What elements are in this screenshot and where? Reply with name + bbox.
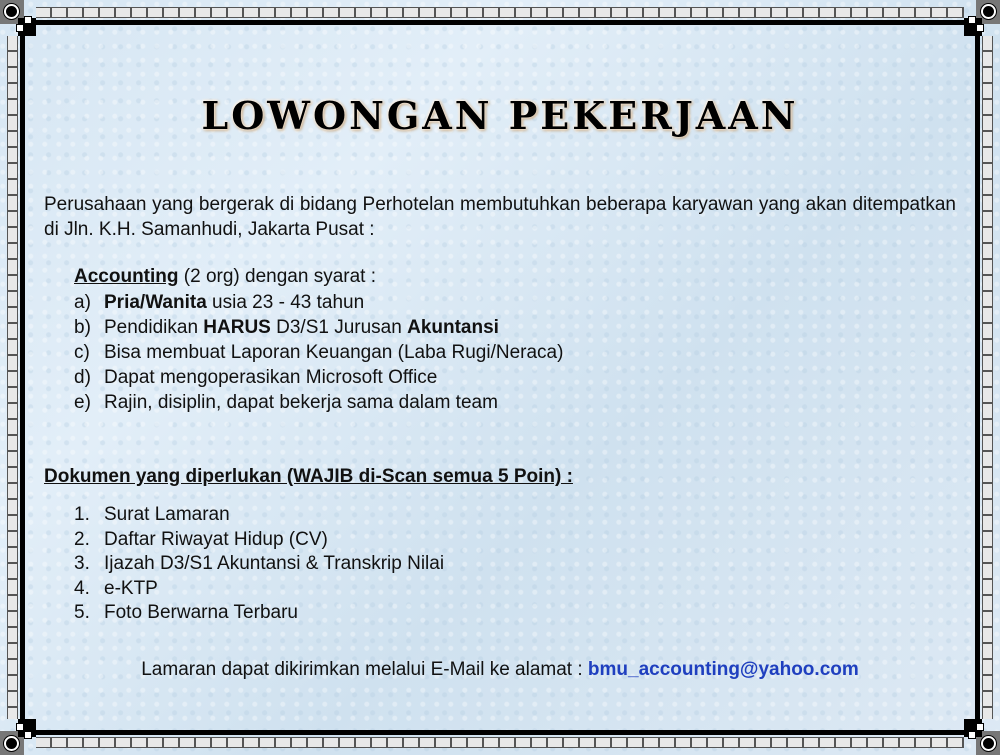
document-text: Ijazah D3/S1 Akuntansi & Transkrip Nilai [104, 553, 445, 574]
requirement-text: D3/S1 Jurusan [270, 317, 408, 338]
document-text: Daftar Riwayat Hidup (CV) [104, 528, 328, 550]
footer-text: Lamaran dapat dikirimkan melalui E-Mail ke alamat : [141, 659, 588, 680]
list-marker: 4. [74, 577, 90, 599]
requirement-text: usia 23 - 43 tahun [206, 292, 365, 313]
documents-heading: Dokumen yang diperlukan (WAJIB di-Scan semua 5 Poin) : [44, 466, 573, 487]
top-tile-border [36, 7, 964, 18]
document-text: e-KTP [104, 577, 158, 599]
emphasis-text: Akuntansi [407, 317, 499, 338]
list-marker: b) [74, 317, 91, 338]
list-marker: 1. [74, 504, 90, 525]
list-marker: 2. [74, 528, 90, 550]
requirement-text: Bisa membuat Laporan Keuangan (Laba Rugi/Neraca) [104, 342, 564, 363]
requirement-item [74, 340, 563, 365]
document-item [74, 503, 444, 528]
corner-ornament-bottom-left [0, 715, 40, 755]
list-marker: 5. [74, 602, 90, 623]
emphasis-text: HARUS [203, 317, 271, 338]
page-title: LOWONGAN PEKERJAAN [201, 93, 799, 138]
document-item [74, 601, 444, 626]
corner-ornament-top-right [960, 0, 1000, 40]
intro-paragraph: Perusahaan yang bergerak di bidang Perhotelan membutuhkan beberapa karyawan yang akan ditempatkan di Jln. K.H. Samanhudi, Jakarta Pusat : [44, 194, 956, 240]
document-text: Surat Lamaran [104, 504, 230, 525]
position-heading [74, 266, 376, 288]
position-name: Accounting [74, 266, 179, 287]
document-item [74, 528, 444, 553]
list-marker: e) [74, 392, 91, 413]
requirement-item [74, 315, 563, 340]
requirement-item [74, 390, 563, 415]
document-item [74, 552, 444, 577]
right-tile-border [982, 36, 993, 719]
requirement-item [74, 365, 563, 390]
application-footer [0, 659, 1000, 681]
documents-list [74, 503, 444, 626]
requirements-list [74, 290, 563, 415]
emphasis-text: Pria/Wanita [104, 292, 207, 313]
requirement-item [74, 290, 563, 315]
email-link[interactable]: bmu_accounting@yahoo.com [587, 659, 859, 680]
position-detail: (2 org) dengan syarat : [178, 266, 376, 287]
list-marker: c) [74, 342, 90, 363]
requirement-text: Dapat mengoperasikan Microsoft Office [104, 367, 438, 388]
corner-ornament-bottom-right [960, 715, 1000, 755]
bottom-black-rule [32, 730, 968, 735]
document-item [74, 577, 444, 602]
corner-ornament-top-left [0, 0, 40, 40]
document-text: Foto Berwarna Terbaru [104, 602, 298, 623]
requirement-text: Rajin, disiplin, dapat bekerja sama dalam team [104, 392, 498, 413]
list-marker: d) [74, 367, 91, 388]
left-tile-border [7, 36, 18, 719]
list-marker: 3. [74, 553, 90, 574]
bottom-tile-border [36, 737, 964, 748]
list-marker: a) [74, 292, 91, 313]
requirement-text: Pendidikan [104, 317, 204, 338]
top-black-rule [32, 20, 968, 25]
